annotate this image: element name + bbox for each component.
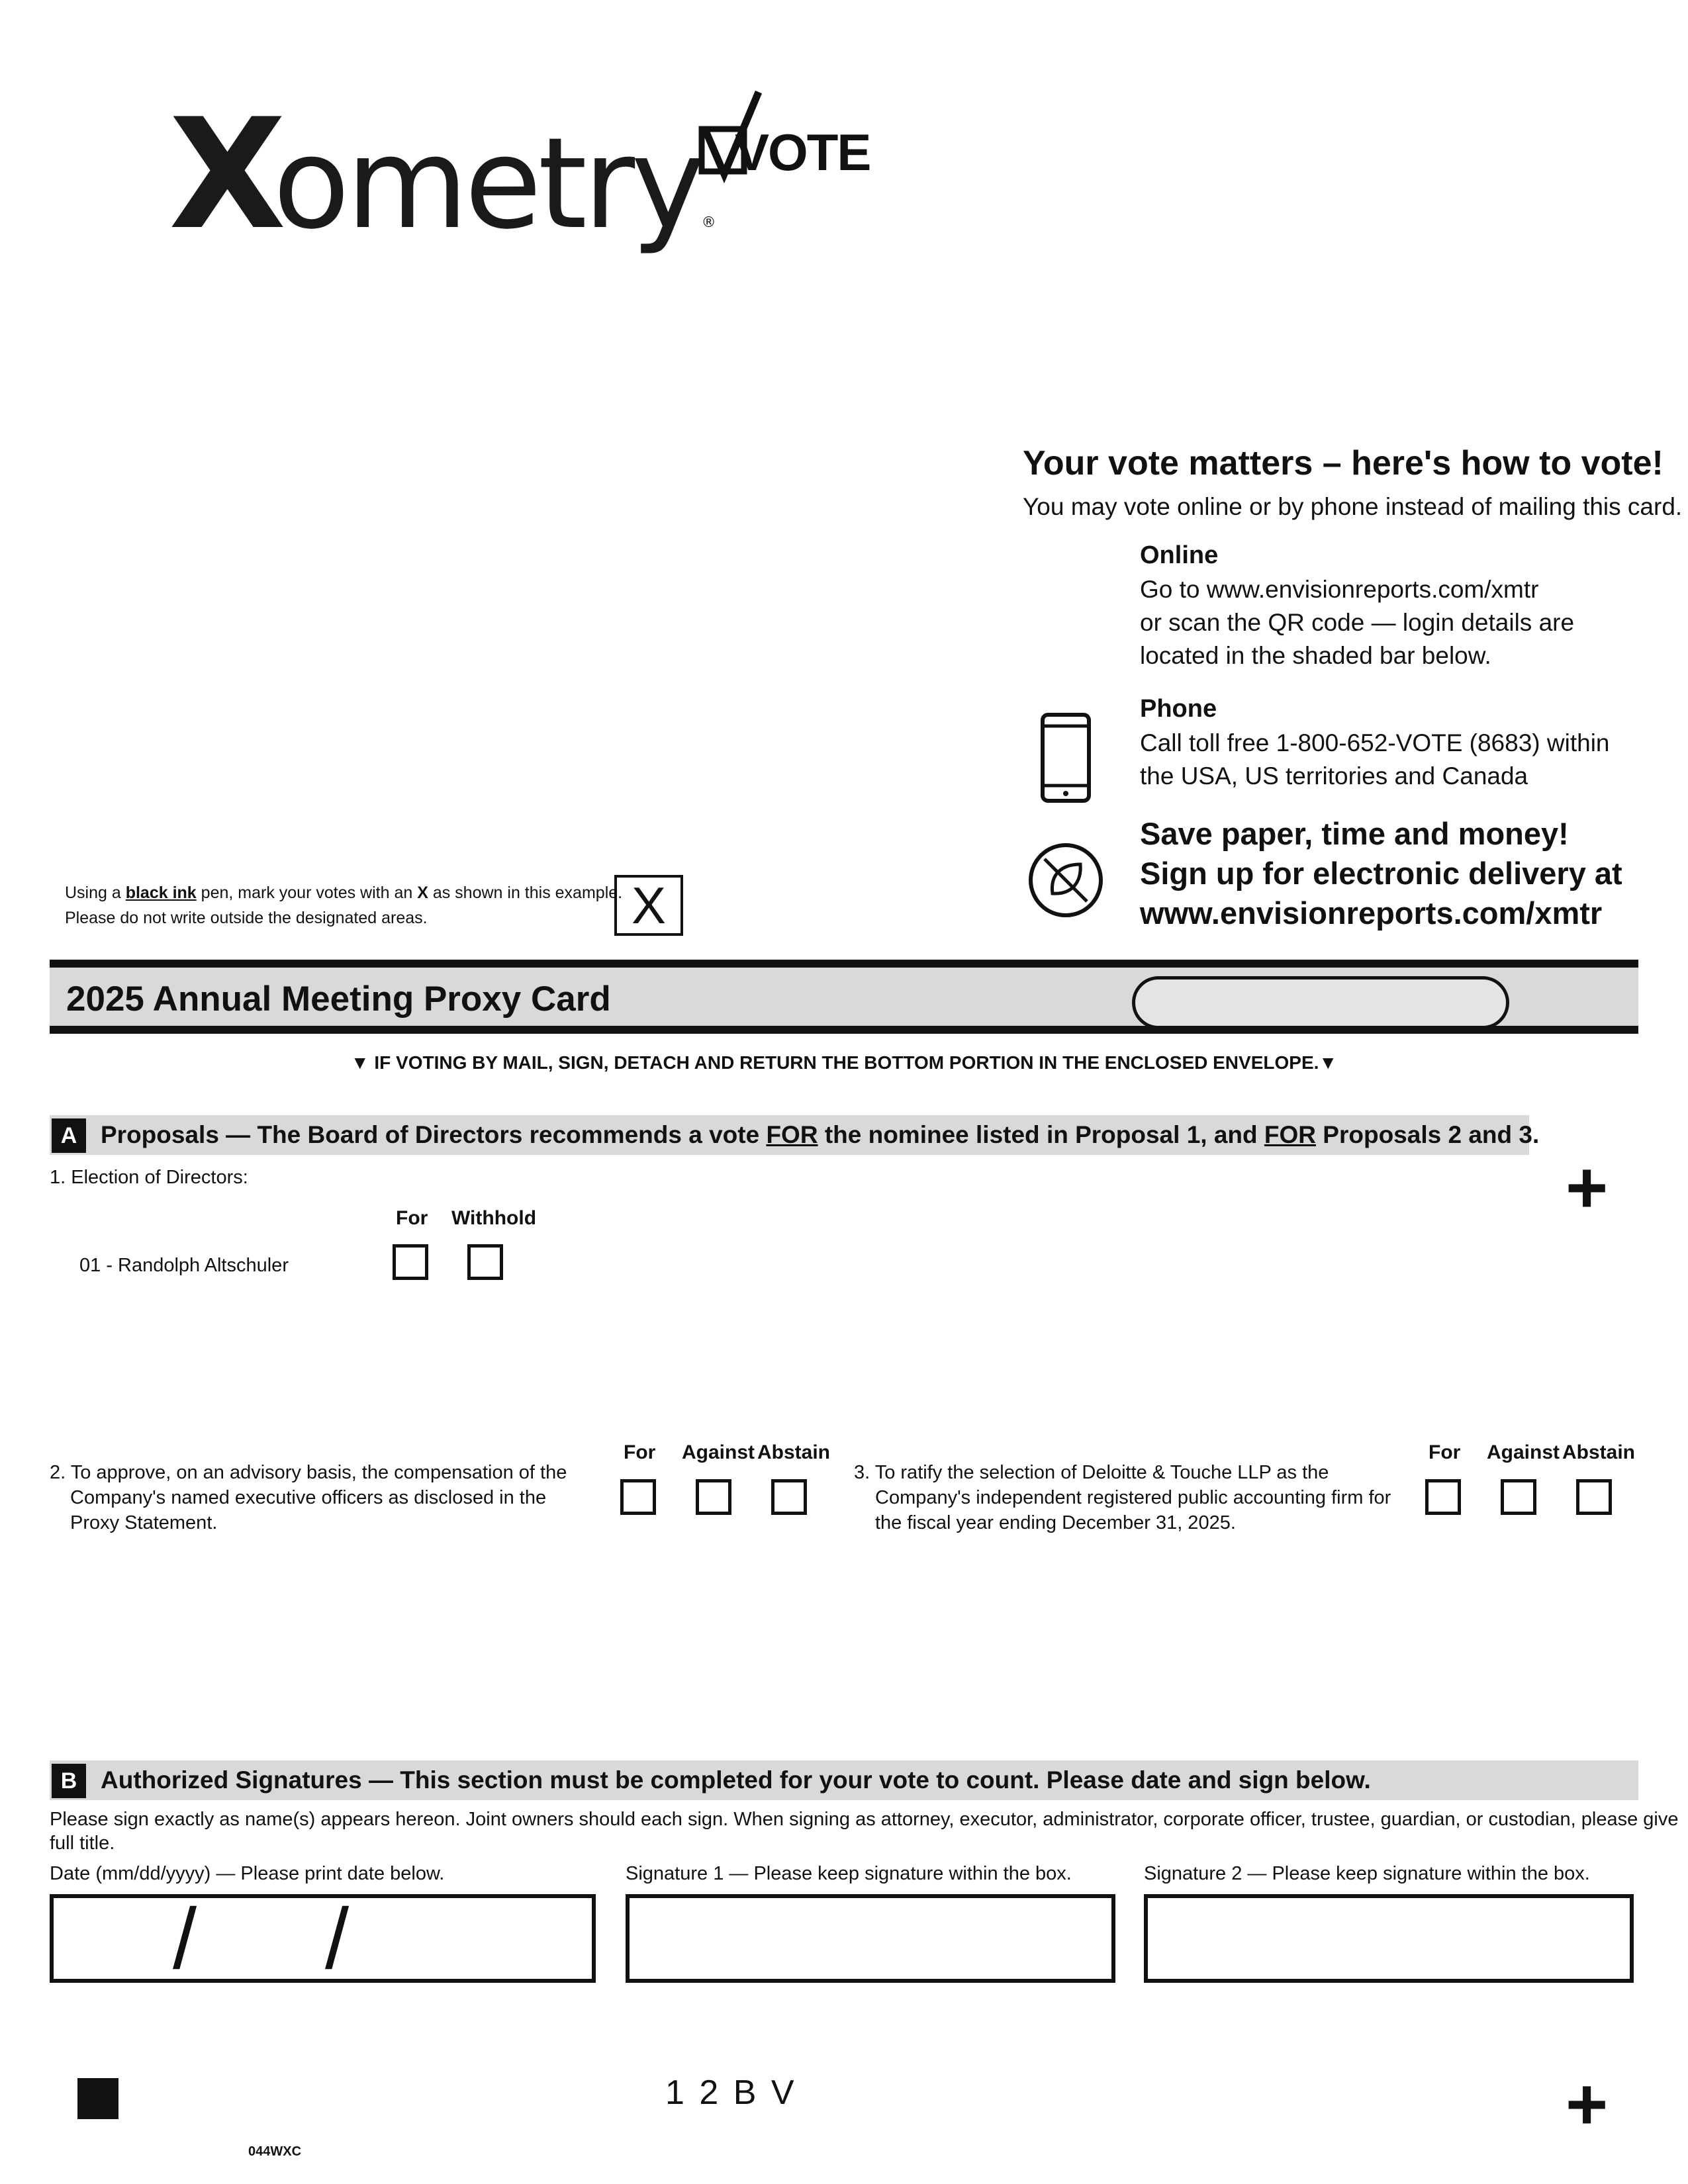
marking-mid: pen, mark your votes with an xyxy=(196,884,418,902)
section-b-letter: B xyxy=(52,1764,86,1798)
signing-instructions-line2: full title. xyxy=(50,1833,115,1854)
phone-label: Phone xyxy=(1140,695,1217,723)
phone-instruction-line2: the USA, US territories and Canada xyxy=(1140,762,1528,790)
section-a-title xyxy=(101,1115,1539,1155)
online-url-text[interactable]: Go to www.envisionreports.com/xmtr xyxy=(1140,576,1539,603)
proposal3-line1: 3. To ratify the selection of Deloitte & Touche LLP as the xyxy=(854,1462,1329,1483)
signature2-label: Signature 2 — Please keep signature within the box. xyxy=(1144,1863,1590,1884)
bottom-rule xyxy=(50,1026,1638,1034)
brand-wordmark: ometry xyxy=(273,111,702,257)
section-a-text-mid: the nominee listed in Proposal 1, and xyxy=(818,1121,1264,1148)
signing-instructions-line1: Please sign exactly as name(s) appears hereon. Joint owners should each sign. When signing as attorney, executor, administrator, corporate officer, trustee, guardian, or custodian, please give xyxy=(50,1809,1679,1830)
p1-col-for: For xyxy=(396,1207,428,1229)
paperless-url[interactable]: www.envisionreports.com/xmtr xyxy=(1140,895,1603,931)
login-details-pill xyxy=(1132,976,1509,1029)
proposal2-line2: Company's named executive officers as disclosed in the xyxy=(70,1487,547,1508)
date-input-box[interactable] xyxy=(50,1890,596,1987)
brand-x: X xyxy=(169,87,273,263)
vote-logo-text: VOTE xyxy=(735,123,870,181)
section-a-letter: A xyxy=(52,1118,86,1153)
section-a-text-post: Proposals 2 and 3. xyxy=(1316,1121,1540,1148)
signature2-box[interactable] xyxy=(1144,1894,1634,1983)
p3-col-abstain: Abstain xyxy=(1562,1441,1636,1463)
leaf-icon xyxy=(1026,841,1105,923)
proposal2-for-checkbox[interactable] xyxy=(620,1479,656,1515)
proposal3-line3: the fiscal year ending December 31, 2025. xyxy=(875,1512,1236,1533)
paperless-line2: Sign up for electronic delivery at xyxy=(1140,856,1622,891)
marking-instruction-line1 xyxy=(65,880,622,905)
marking-ink: black ink xyxy=(125,884,197,902)
date-slash-1: / xyxy=(173,1890,197,1987)
marking-pre: Using a xyxy=(65,884,126,902)
nominee-name: 01 - Randolph Altschuler xyxy=(79,1255,289,1276)
date-label: Date (mm/dd/yyyy) — Please print date below. xyxy=(50,1863,445,1884)
top-rule xyxy=(50,960,1638,968)
p3-col-against: Against xyxy=(1487,1441,1560,1463)
p2-col-abstain: Abstain xyxy=(757,1441,831,1463)
p2-col-for: For xyxy=(624,1441,656,1463)
marking-post: as shown in this example. xyxy=(428,884,623,902)
proposal2-against-checkbox[interactable] xyxy=(696,1479,731,1515)
section-a-text-pre: Proposals — The Board of Directors recommends a vote xyxy=(101,1121,767,1148)
example-mark-box: X xyxy=(614,875,683,936)
proposal3-against-checkbox[interactable] xyxy=(1501,1479,1536,1515)
signature1-label: Signature 1 — Please keep signature within the box. xyxy=(626,1863,1072,1884)
p1-col-withhold: Withhold xyxy=(451,1207,537,1229)
registration-plus-top: + xyxy=(1566,1147,1609,1228)
online-instruction-line3: located in the shaded bar below. xyxy=(1140,642,1491,669)
vote-subline: You may vote online or by phone instead of mailing this card. xyxy=(1023,493,1683,520)
online-label: Online xyxy=(1140,541,1219,569)
detach-notice: ▼ IF VOTING BY MAIL, SIGN, DETACH AND RETURN THE BOTTOM PORTION IN THE ENCLOSED ENVELOPE.▼ xyxy=(350,1052,1338,1073)
paperless-line1: Save paper, time and money! xyxy=(1140,816,1569,851)
proposal3-abstain-checkbox[interactable] xyxy=(1576,1479,1612,1515)
barcode-code: 1 2 B V xyxy=(665,2073,797,2112)
form-id: 044WXC xyxy=(248,2144,302,2159)
p3-col-for: For xyxy=(1429,1441,1461,1463)
online-instruction-line2: or scan the QR code — login details are xyxy=(1140,609,1575,636)
registration-plus-bottom: + xyxy=(1566,2064,1609,2145)
proposal2-abstain-checkbox[interactable] xyxy=(771,1479,807,1515)
section-a-for2: FOR xyxy=(1264,1121,1317,1148)
proposal2-line3: Proxy Statement. xyxy=(70,1512,218,1533)
marking-instruction-line2: Please do not write outside the designated areas. xyxy=(65,909,428,927)
brand-registered-mark: ® xyxy=(701,214,712,231)
marking-x: X xyxy=(417,884,428,902)
phone-icon xyxy=(1039,711,1092,807)
proposal3-line2: Company's independent registered public accounting firm for xyxy=(875,1487,1391,1508)
registration-square xyxy=(77,2078,118,2119)
date-slash-2: / xyxy=(325,1890,350,1987)
proposal3-for-checkbox[interactable] xyxy=(1425,1479,1461,1515)
xometry-logo xyxy=(169,87,712,263)
proposal1-title: 1. Election of Directors: xyxy=(50,1167,248,1188)
nominee-for-checkbox[interactable] xyxy=(393,1244,428,1280)
proposal2-line1: 2. To approve, on an advisory basis, the compensation of the xyxy=(50,1462,567,1483)
section-a-for1: FOR xyxy=(766,1121,818,1148)
phone-instruction-line1: Call toll free 1-800-652-VOTE (8683) within xyxy=(1140,729,1610,756)
vote-headline: Your vote matters – here's how to vote! xyxy=(1023,444,1664,482)
p2-col-against: Against xyxy=(682,1441,755,1463)
signature1-box[interactable] xyxy=(626,1894,1115,1983)
section-b-title: Authorized Signatures — This section must be completed for your vote to count. Please date and sign below. xyxy=(101,1766,1371,1794)
nominee-withhold-checkbox[interactable] xyxy=(467,1244,503,1280)
card-title: 2025 Annual Meeting Proxy Card xyxy=(66,979,611,1019)
vote-logo xyxy=(695,89,870,195)
